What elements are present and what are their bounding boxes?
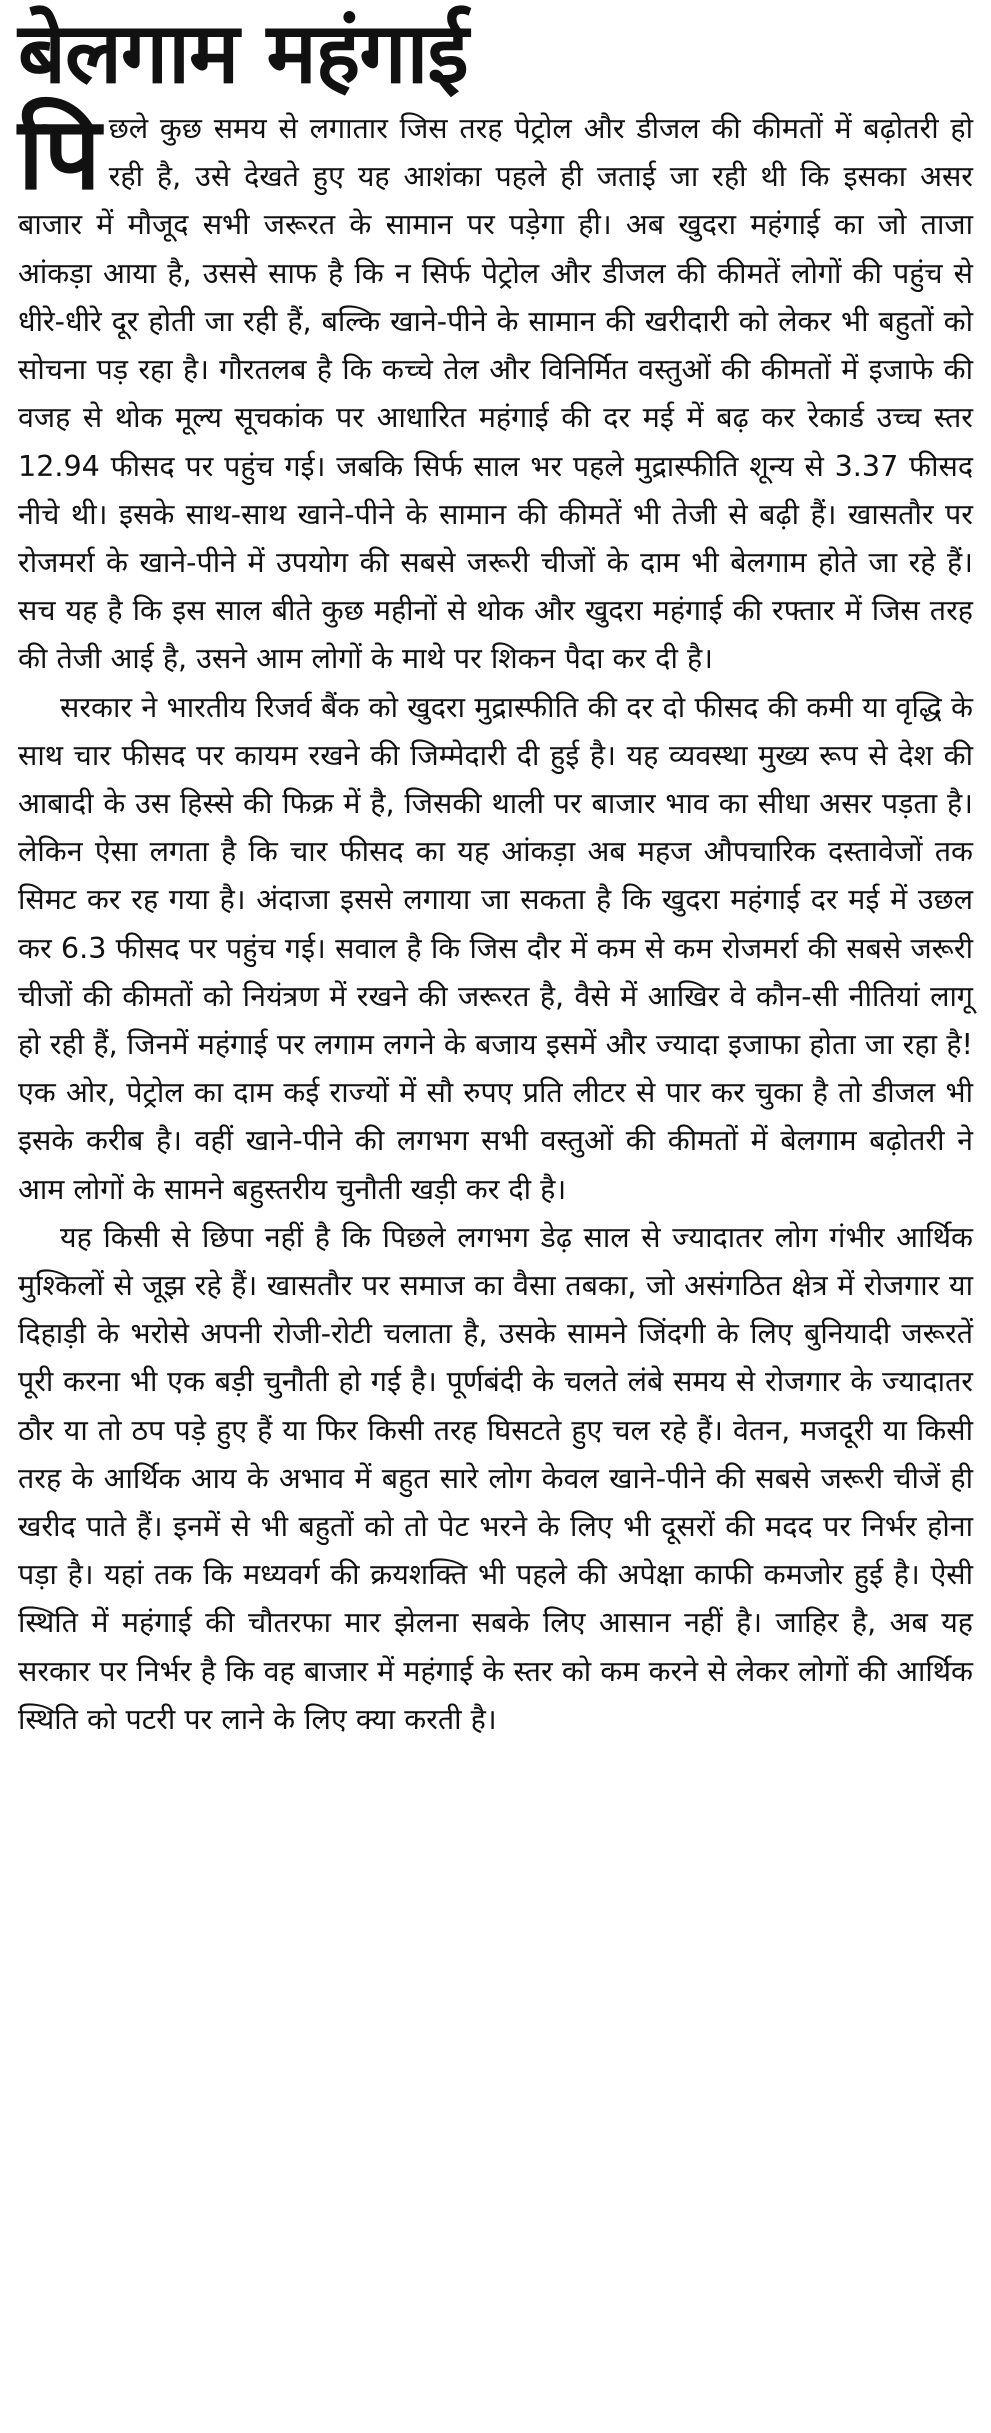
paragraph-2: सरकार ने भारतीय रिजर्व बैंक को खुदरा मुद्रास्फीति की दर दो फीसद की कमी या वृद्धि के साथ चार फीसद पर कायम रखने की जिम्मेदारी दी हुई है। यह व्यवस्था मुख्य रूप से देश की आबादी के उस हिस्से की फिक्र में है, जिसकी थाली पर बाजार भाव का सीधा असर पड़ता है। लेकिन ऐसा लगता है कि चार फीसद का यह आंकड़ा अब महज औपचारिक दस्तावेजों तक सिमट कर रह गया है। अंदाजा इससे लगाया जा सकता है कि खुदरा महंगाई दर मई में उछल कर 6.3 फीसद पर पहुंच गई। सवाल है कि जिस दौर में कम से कम रोजमर्रा की सबसे जरूरी चीजों की कीमतों को नियंत्रण में रखने की जरूरत है, वैसे में आखिर वे कौन-सी नीतियां लागू हो रही हैं, जिनमें महंगाई पर लगाम लगने के बजाय इसमें और ज्यादा इजाफा होता जा रहा है! एक ओर, पेट्रोल का दाम कई राज्यों में सौ रुपए प्रति लीटर से पार कर चुका है तो डीजल भी इसके करीब है। वहीं खाने-पीने की लगभग सभी वस्तुओं की कीमतों में बेलगाम बढ़ोतरी ने आम लोगों के सामने बहुस्तरीय चुनौती खड़ी कर दी है। <box>18 689 973 1206</box>
paragraph-1 <box>18 95 973 682</box>
paragraph-3: यह किसी से छिपा नहीं है कि पिछले लगभग डेढ़ साल से ज्यादातर लोग गंभीर आर्थिक मुश्किलों से जूझ रहे हैं। खासतौर पर समाज का वैसा तबका, जो असंगठित क्षेत्र में रोजगार या दिहाड़ी के भरोसे अपनी रोजी-रोटी चलाता है, उसके सामने जिंदगी के लिए बुनियादी जरूरतें पूरी करना भी एक बड़ी चुनौती हो गई है। पूर्णबंदी के चलते लंबे समय से रोजगार के ज्यादातर ठौर या तो ठप पड़े हुए हैं या फिर किसी तरह घिसटते हुए चल रहे हैं। वेतन, मजदूरी या किसी तरह के आर्थिक आय के अभाव में बहुत सारे लोग केवल खाने-पीने की सबसे जरूरी चीजें ही खरीद पाते हैं। इनमें से भी बहुतों को तो पेट भरने के लिए भी दूसरों की मदद पर निर्भर होना पड़ा है। यहां तक कि मध्यवर्ग की क्रयशक्ति भी पहले की अपेक्षा काफी कमजोर हुई है। ऐसी स्थिति में महंगाई की चौतरफा मार झेलना सबके लिए आसान नहीं है। जाहिर है, अब यह सरकार पर निर्भर है कि वह बाजार में महंगाई के स्तर को कम करने से लेकर लोगों की आर्थिक स्थिति को पटरी पर लाने के लिए क्या करती है। <box>18 1219 973 1736</box>
drop-cap: पि <box>18 95 101 213</box>
headline: बेलगाम महंगाई <box>18 4 468 102</box>
paragraph-1-text: छले कुछ समय से लगातार जिस तरह पेट्रोल और डीजल की कीमतों में बढ़ोतरी हो रही है, उसे देखते हुए यह आशंका पहले ही जताई जा रही थी कि इसका असर बाजार में मौजूद सभी जरूरत के सामान पर पड़ेगा ही। अब खुदरा महंगाई का जो ताजा आंकड़ा आया है, उससे साफ है कि न सिर्फ पेट्रोल और डीजल की कीमतें लोगों की पहुंच से धीरे-धीरे दूर होती जा रही हैं, बल्कि खाने-पीने के सामान की खरीदारी को लेकर भी बहुतों को सोचना पड़ रहा है। गौरतलब है कि कच्चे तेल और विनिर्मित वस्तुओं की कीमतों में इजाफे की वजह से थोक मूल्य सूचकांक पर आधारित महंगाई की दर मई में बढ़ कर रेकार्ड उच्च स्तर 12.94 फीसद पर पहुंच गई। जबकि सिर्फ साल भर पहले मुद्रास्फीति शून्य से 3.37 फीसद नीचे थी। इसके साथ-साथ खाने-पीने के सामान की कीमतें भी तेजी से बढ़ी हैं। खासतौर पर रोजमर्रा के खाने-पीने में उपयोग की सबसे जरूरी चीजों के दाम भी बेलगाम होते जा रहे हैं। सच यह है कि इस साल बीते कुछ महीनों से थोक और खुदरा महंगाई की रफ्तार में जिस तरह की तेजी आई है, उसने आम लोगों के माथे पर शिकन पैदा कर दी है। <box>18 111 973 676</box>
